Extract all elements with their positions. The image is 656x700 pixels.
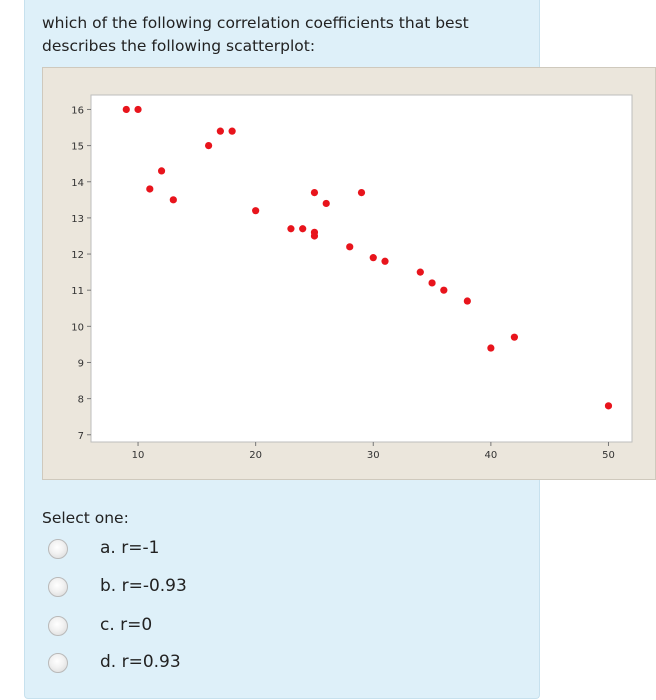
y-tick-label: 16 <box>71 105 84 117</box>
option-c[interactable] <box>48 614 348 638</box>
y-tick-label: 10 <box>71 322 84 334</box>
data-point <box>287 225 294 232</box>
data-point <box>146 185 153 192</box>
data-point <box>299 225 306 232</box>
data-point <box>323 200 330 207</box>
data-point <box>487 344 494 351</box>
data-point <box>605 402 612 409</box>
y-tick-label: 7 <box>77 430 84 442</box>
data-point <box>311 232 318 239</box>
y-tick-label: 9 <box>77 358 84 370</box>
data-point <box>440 287 447 294</box>
data-point <box>123 106 130 113</box>
x-tick-label: 40 <box>484 450 498 461</box>
data-point <box>134 106 141 113</box>
option-b-label: b. r=-0.93 <box>100 576 187 596</box>
data-point <box>464 297 471 304</box>
x-tick-label: 20 <box>249 450 263 461</box>
data-point <box>370 254 377 261</box>
option-d-radio[interactable] <box>48 653 68 673</box>
scatterplot-frame <box>42 67 656 480</box>
data-point <box>217 128 224 135</box>
y-tick-label: 8 <box>77 394 84 406</box>
option-a[interactable] <box>48 537 348 561</box>
data-point <box>381 258 388 265</box>
data-point <box>417 269 424 276</box>
data-point <box>205 142 212 149</box>
data-point <box>511 334 518 341</box>
data-point <box>229 128 236 135</box>
question-text: which of the following correlation coefficients that best describes the following scatterplot: <box>42 14 469 55</box>
select-one-prompt: Select one: <box>42 509 129 527</box>
x-tick-label: 10 <box>131 450 145 461</box>
x-tick-label: 30 <box>366 450 380 461</box>
data-point <box>170 196 177 203</box>
data-point <box>358 189 365 196</box>
option-d-label: d. r=0.93 <box>100 652 181 672</box>
x-axis <box>132 442 615 461</box>
data-point <box>158 167 165 174</box>
y-axis <box>71 105 91 441</box>
option-a-radio[interactable] <box>48 539 68 559</box>
y-tick-label: 14 <box>71 177 84 189</box>
x-tick-label: 50 <box>602 450 615 461</box>
y-tick-label: 15 <box>71 141 84 153</box>
data-point <box>428 279 435 286</box>
data-point <box>311 189 318 196</box>
option-b-radio[interactable] <box>48 577 68 597</box>
option-d[interactable] <box>48 651 348 675</box>
y-tick-label: 12 <box>71 250 84 262</box>
plot-area <box>91 95 632 442</box>
scatterplot <box>43 68 656 481</box>
y-tick-label: 11 <box>71 286 84 298</box>
data-point <box>346 243 353 250</box>
option-c-radio[interactable] <box>48 616 68 636</box>
option-a-label: a. r=-1 <box>100 538 160 558</box>
y-tick-label: 13 <box>71 213 84 225</box>
option-c-label: c. r=0 <box>100 615 153 635</box>
option-b[interactable] <box>48 575 348 599</box>
data-point <box>252 207 259 214</box>
